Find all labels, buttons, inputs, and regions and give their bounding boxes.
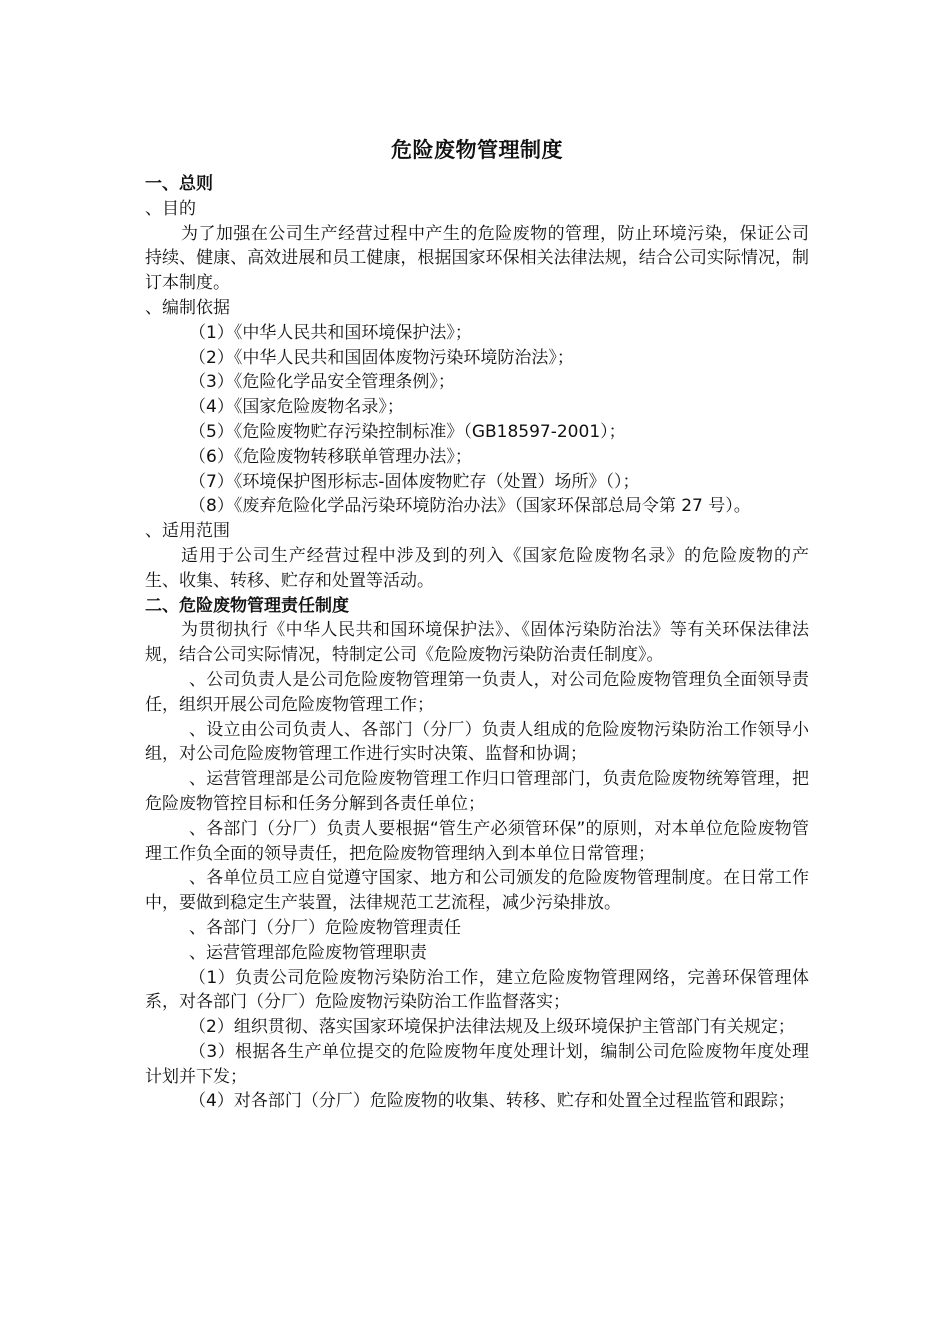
list-item: （8）《废弃危险化学品污染环境防治办法》（国家环保部总局令第 27 号）。 xyxy=(189,496,751,517)
section-heading: 二、危险废物管理责任制度 xyxy=(145,595,349,616)
section-heading: 一、总则 xyxy=(145,174,213,194)
subsection-label: 、目的 xyxy=(145,198,196,219)
paragraph: （1）负责公司危险废物污染防治工作，建立危险废物管理网络，完善环保管理体系，对各部门（分厂）危险废物污染防治工作监督落实； xyxy=(145,967,809,1013)
paragraph: 、各单位员工应自觉遵守国家、地方和公司颁发的危险废物管理制度。在日常工作中，要做到稳定生产装置，法律规范工艺流程，减少污染排放。 xyxy=(145,868,809,914)
paragraph: （3）根据各生产单位提交的危险废物年度处理计划，编制公司危险废物年度处理计划并下发； xyxy=(145,1041,809,1087)
paragraph: 、运营管理部是公司危险废物管理工作归口管理部门，负责危险废物统筹管理，把危险废物管控目标和任务分解到各责任单位； xyxy=(145,769,809,814)
list-item: （2）《中华人民共和国固体废物污染环境防治法》； xyxy=(189,347,574,368)
document-page xyxy=(145,128,809,1114)
paragraph: 、各部门（分厂）负责人要根据“管生产必须管环保”的原则，对本单位危险废物管理工作负全面的领导责任，把危险废物管理纳入到本单位日常管理； xyxy=(145,818,809,864)
document-title: 危险废物管理制度 xyxy=(391,138,563,162)
paragraph: （2）组织贯彻、落实国家环境保护法律法规及上级环境保护主管部门有关规定； xyxy=(189,1017,795,1038)
paragraph: 、运营管理部危险废物管理职责 xyxy=(189,942,427,963)
paragraph: 、各部门（分厂）危险废物管理责任 xyxy=(189,917,461,938)
list-item: （1）《中华人民共和国环境保护法》； xyxy=(189,322,472,343)
subsection-label: 、编制依据 xyxy=(145,297,230,318)
paragraph: 、公司负责人是公司危险废物管理第一负责人，对公司危险废物管理负全面领导责任，组织开展公司危险废物管理工作； xyxy=(145,669,809,715)
list-item: （5）《危险废物贮存污染控制标准》（GB18597-2001）； xyxy=(189,421,626,442)
paragraph: （4）对各部门（分厂）危险废物的收集、转移、贮存和处置全过程监管和跟踪； xyxy=(189,1091,795,1112)
list-item: （3）《危险化学品安全管理条例》； xyxy=(189,372,455,393)
paragraph: 适用于公司生产经营过程中涉及到的列入《国家危险废物名录》的危险废物的产生、收集、转移、贮存和处置等活动。 xyxy=(145,545,809,591)
list-item: （7）《环境保护图形标志-固体废物贮存（处置）场所》（）； xyxy=(189,471,640,492)
paragraph: 为贯彻执行《中华人民共和国环境保护法》、《固体污染防治法》等有关环保法律法规，结合公司实际情况，特制定公司《危险废物污染防治责任制度》。 xyxy=(145,620,809,666)
list-item: （4）《国家危险废物名录》； xyxy=(189,397,404,418)
list-item: （6）《危险废物转移联单管理办法》； xyxy=(189,446,472,467)
paragraph: 为了加强在公司生产经营过程中产生的危险废物的管理，防止环境污染，保证公司持续、健康、高效进展和员工健康，根据国家环保相关法律法规，结合公司实际情况，制订本制度。 xyxy=(145,223,809,294)
paragraph: 、设立由公司负责人、各部门（分厂）负责人组成的危险废物污染防治工作领导小组，对公司危险废物管理工作进行实时决策、监督和协调； xyxy=(145,719,809,765)
subsection-label: 、适用范围 xyxy=(145,521,230,542)
document-body xyxy=(145,172,809,1114)
